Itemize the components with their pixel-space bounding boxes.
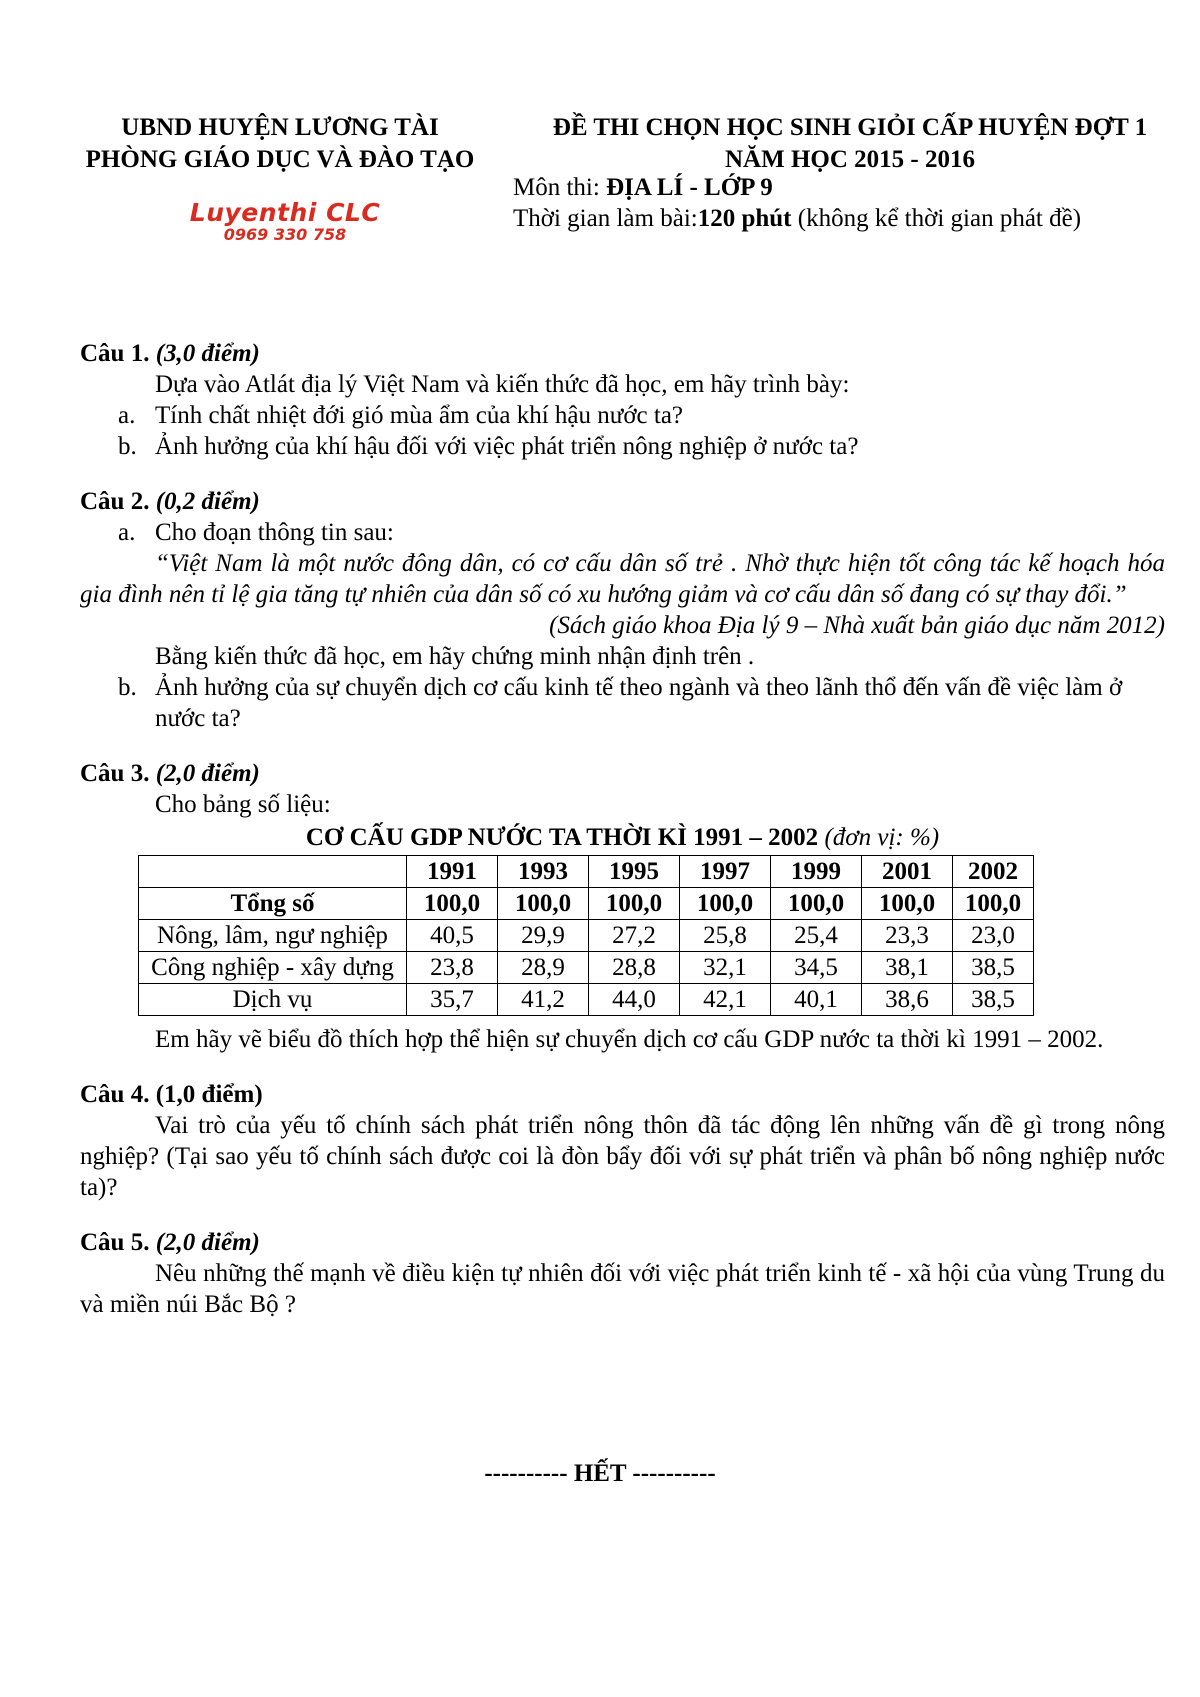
question-3-task: Em hãy vẽ biểu đồ thích hợp thể hiện sự chuyển dịch cơ cấu GDP nước ta thời kì 1991 – 2002.	[155, 1026, 1104, 1053]
table-cell: 28,9	[498, 952, 589, 984]
question-5-text: Nêu những thế mạnh về điều kiện tự nhiên đối với việc phát triển kinh tế - xã hội của vùng Trung du và miền núi Bắc Bộ ?	[80, 1260, 1165, 1318]
logo-phone: 0969 330 758	[223, 225, 347, 244]
table-row-industry	[139, 952, 1034, 984]
question-5-title: Câu 5. (2,0 điểm)	[80, 1229, 260, 1256]
exam-title-block	[530, 112, 1170, 176]
exam-meta	[513, 172, 1193, 234]
gdp-table	[138, 855, 1034, 1016]
table-cell: 35,7	[407, 984, 498, 1016]
question-2-task: Bằng kiến thức đã học, em hãy chứng minh nhận định trên .	[155, 643, 755, 670]
subject-line	[513, 172, 1193, 203]
table-cell: 38,1	[862, 952, 953, 984]
table-cell: 27,2	[589, 920, 680, 952]
question-1	[80, 338, 1165, 462]
table-cell: 100,0	[498, 888, 589, 920]
table-cell: 100,0	[862, 888, 953, 920]
table-cell: 38,6	[862, 984, 953, 1016]
row-label: Dịch vụ	[139, 984, 407, 1016]
question-2	[80, 486, 1165, 734]
year-header: 1993	[498, 856, 589, 888]
row-label: Công nghiệp - xây dựng	[139, 952, 407, 984]
table-cell: 100,0	[680, 888, 771, 920]
table-cell: 38,5	[953, 984, 1034, 1016]
question-3	[80, 758, 1165, 1055]
table-cell: 100,0	[589, 888, 680, 920]
table-cell: 42,1	[680, 984, 771, 1016]
year-header: 2001	[862, 856, 953, 888]
subject-label: Môn thi:	[513, 174, 607, 201]
issuer-line-1: UBND HUYỆN LƯƠNG TÀI	[121, 114, 439, 141]
table-cell: 40,1	[771, 984, 862, 1016]
table-row-services	[139, 984, 1034, 1016]
question-1-b: b. Ảnh hưởng của khí hậu đối với việc phát triển nông nghiệp ở nước ta?	[118, 433, 859, 460]
table-row-total	[139, 888, 1034, 920]
year-header: 1997	[680, 856, 771, 888]
table-cell: 100,0	[771, 888, 862, 920]
school-year: NĂM HỌC 2015 - 2016	[725, 146, 975, 173]
question-2-title: Câu 2. (0,2 điểm)	[80, 488, 260, 515]
subject-value: ĐỊA LÍ - LỚP 9	[606, 174, 773, 201]
exam-content	[80, 338, 1165, 1344]
end-marker: ---------- HẾT ----------	[484, 1460, 716, 1487]
table-corner-cell	[139, 856, 407, 888]
issuer-block	[70, 112, 490, 176]
table-cell: 41,2	[498, 984, 589, 1016]
issuer-line-2: PHÒNG GIÁO DỤC VÀ ĐÀO TẠO	[85, 146, 475, 173]
exam-title: ĐỀ THI CHỌN HỌC SINH GIỎI CẤP HUYỆN ĐỢT 1	[552, 114, 1148, 141]
question-2-source: (Sách giáo khoa Địa lý 9 – Nhà xuất bản giáo dục năm 2012)	[549, 612, 1165, 639]
table-cell: 44,0	[589, 984, 680, 1016]
table-header-row	[139, 856, 1034, 888]
table-cell: 32,1	[680, 952, 771, 984]
table-cell: 100,0	[953, 888, 1034, 920]
year-header: 1999	[771, 856, 862, 888]
question-4-title: Câu 4. (1,0 điểm)	[80, 1081, 263, 1108]
question-1-intro: Dựa vào Atlát địa lý Việt Nam và kiến thức đã học, em hãy trình bày:	[155, 371, 850, 398]
table-cell: 25,8	[680, 920, 771, 952]
table-cell: 28,8	[589, 952, 680, 984]
question-3-title: Câu 3. (2,0 điểm)	[80, 760, 260, 787]
logo	[165, 200, 405, 244]
table-cell: 23,3	[862, 920, 953, 952]
question-1-title: Câu 1. (3,0 điểm)	[80, 340, 260, 367]
question-2-quote: “Việt Nam là một nước đông dân, có cơ cấu dân số trẻ . Nhờ thực hiện tốt công tác kế hoạch hóa gia đình nên tỉ lệ gia tăng tự nhiên của dân số có xu hướng giảm và cơ cấu dân số đang có sự thay đổi.”	[80, 550, 1165, 608]
table-cell: 25,4	[771, 920, 862, 952]
question-1-a: a. Tính chất nhiệt đới gió mùa ẩm của khí hậu nước ta?	[118, 402, 684, 429]
year-header: 1991	[407, 856, 498, 888]
table-cell: 40,5	[407, 920, 498, 952]
year-header: 1995	[589, 856, 680, 888]
row-label: Nông, lâm, ngư nghiệp	[139, 920, 407, 952]
table-cell: 23,8	[407, 952, 498, 984]
time-line	[513, 203, 1193, 234]
logo-name: Luyenthi CLC	[189, 198, 381, 227]
table-cell: 34,5	[771, 952, 862, 984]
table-cell: 23,0	[953, 920, 1034, 952]
question-4	[80, 1079, 1165, 1203]
question-5	[80, 1227, 1165, 1320]
table-title: CƠ CẤU GDP NƯỚC TA THỜI KÌ 1991 – 2002 (đơn vị: %)	[305, 824, 940, 851]
question-4-text: Vai trò của yếu tố chính sách phát triển nông thôn đã tác động lên những vấn đề gì trong nông nghiệp? (Tại sao yếu tố chính sách được coi là đòn bẩy đối với sự phát triển và phân bố nông nghiệp nước ta)?	[80, 1112, 1165, 1201]
table-cell: 29,9	[498, 920, 589, 952]
year-header: 2002	[953, 856, 1034, 888]
time-label: Thời gian làm bài:	[513, 205, 698, 232]
time-value: 120 phút	[697, 205, 792, 232]
table-cell: 38,5	[953, 952, 1034, 984]
question-2-b: b. Ảnh hưởng của sự chuyển dịch cơ cấu kinh tế theo ngành và theo lãnh thổ đến vấn đề việc làm ở nước ta?	[118, 674, 1123, 732]
row-label: Tổng số	[139, 888, 407, 920]
table-row-agriculture	[139, 920, 1034, 952]
question-2-a: a. Cho đoạn thông tin sau:	[118, 519, 394, 546]
time-note: (không kể thời gian phát đề)	[791, 205, 1082, 232]
question-3-intro: Cho bảng số liệu:	[155, 791, 331, 818]
table-cell: 100,0	[407, 888, 498, 920]
